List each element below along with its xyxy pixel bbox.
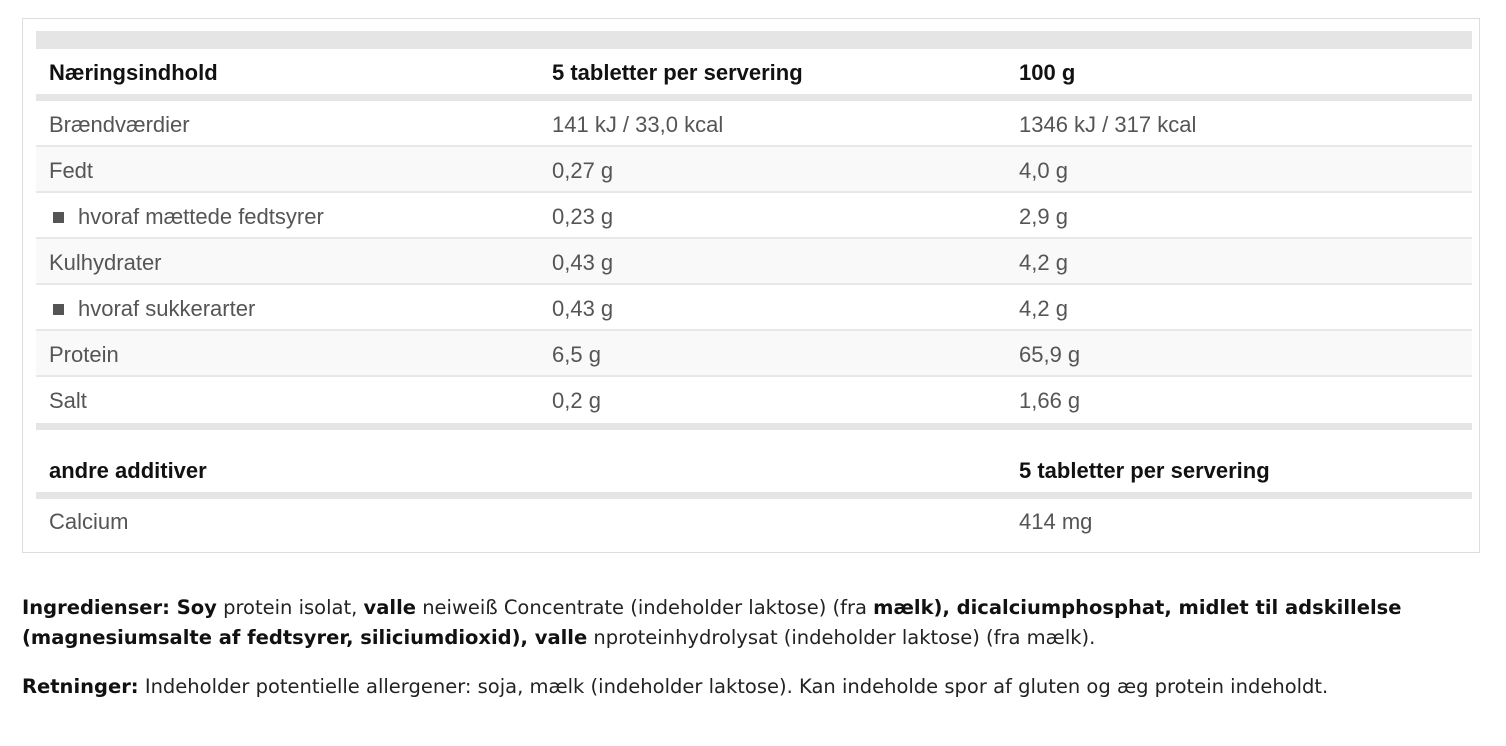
- row-label-text: Protein: [49, 342, 119, 367]
- table-row-label: [49, 250, 162, 276]
- ingredients-segment: mælk), dicalciumphosphat, midlet til adskillelse (magnesiumsalte af fedtsyrer, siliciumdioxid), valle: [22, 596, 1402, 649]
- table-row-per-100g: 4,0 g: [1019, 158, 1068, 183]
- table-row-label: [49, 158, 93, 184]
- square-bullet-icon: [53, 212, 64, 223]
- ingredients-label: Ingredienser:: [22, 596, 170, 619]
- table-top-bar: [36, 31, 1472, 49]
- nutrition-table: [22, 18, 1480, 553]
- table-row-label: [49, 388, 87, 414]
- table-row-per-serving: 0,43 g: [552, 250, 614, 275]
- row-shade: [36, 331, 1472, 375]
- row-divider: [36, 191, 1472, 193]
- row-label-text: hvoraf mættede fedtsyrer: [78, 204, 324, 229]
- ingredients-body: [22, 596, 1401, 649]
- table-row-per-100g: 4,2 g: [1019, 296, 1068, 321]
- row-shade: [36, 239, 1472, 283]
- ingredients-segment: valle: [363, 596, 416, 619]
- header-per-100g: 100 g: [1019, 60, 1076, 85]
- ingredients-segment: neiweiß Concentrate (indeholder laktose) (fra: [416, 596, 874, 619]
- table-row-per-100g: 4,2 g: [1019, 250, 1068, 275]
- row-shade: [36, 147, 1472, 191]
- ingredients-segment: protein isolat,: [216, 596, 364, 619]
- row-label-text: Brændværdier: [49, 112, 190, 137]
- square-bullet-icon: [53, 304, 64, 315]
- table-row-per-serving: 6,5 g: [552, 342, 601, 367]
- table-row-label: [49, 112, 190, 138]
- table-row-per-serving: 0,27 g: [552, 158, 614, 183]
- table-row-label: [49, 204, 324, 230]
- table-row-per-serving: 0,23 g: [552, 204, 614, 229]
- table-row-label: [49, 296, 255, 322]
- header-per-serving: 5 tabletter per servering: [552, 60, 803, 85]
- row-label-text: hvoraf sukkerarter: [78, 296, 256, 321]
- row-divider: [36, 375, 1472, 377]
- directions-body: Indeholder potentielle allergener: soja, mælk (indeholder laktose). Kan indeholde spor af gluten og æg protein indeholdt.: [138, 675, 1329, 698]
- table-row-per-100g: 1346 kJ / 317 kcal: [1019, 112, 1197, 137]
- table-row-per-serving: 0,2 g: [552, 388, 601, 413]
- row-divider: [36, 283, 1472, 285]
- ingredients-segment: nproteinhydrolysat (indeholder laktose) (fra mælk).: [587, 626, 1096, 649]
- directions-label: Retninger:: [22, 675, 139, 698]
- header-nutrition: Næringsindhold: [49, 60, 218, 85]
- row-label-text: Kulhydrater: [49, 250, 162, 275]
- section-separator: [36, 423, 1472, 430]
- table-row-per-100g: 1,66 g: [1019, 388, 1081, 413]
- ingredients-segment: Soy: [169, 596, 217, 619]
- header-additives-per-serving: 5 tabletter per servering: [1019, 458, 1270, 483]
- row-label-text: Fedt: [49, 158, 94, 183]
- additive-name: Calcium: [49, 509, 129, 534]
- ingredients-text: [22, 593, 1482, 653]
- table-row-per-serving: 141 kJ / 33,0 kcal: [552, 112, 724, 137]
- header-separator: [36, 94, 1472, 101]
- table-row-per-100g: 65,9 g: [1019, 342, 1081, 367]
- table-row-per-100g: 2,9 g: [1019, 204, 1068, 229]
- header-additives: andre additiver: [49, 458, 207, 483]
- row-label-text: Salt: [49, 388, 87, 413]
- table-row-label: [49, 342, 119, 368]
- additives-separator: [36, 492, 1472, 499]
- directions-text: [22, 672, 1482, 702]
- table-row-per-serving: 0,43 g: [552, 296, 614, 321]
- additive-per-serving: 414 mg: [1019, 509, 1093, 534]
